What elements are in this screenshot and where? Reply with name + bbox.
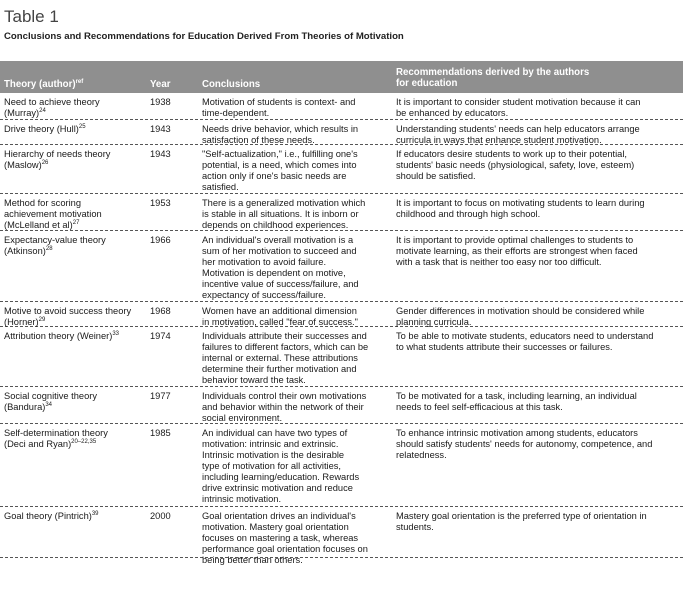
table-row xyxy=(0,120,683,145)
cell-year: 2000 xyxy=(150,511,171,521)
data-table xyxy=(0,61,683,565)
cell-theory: Goal theory (Pintrich)$^{39}$ xyxy=(4,510,99,521)
table-row xyxy=(0,145,683,194)
table-label: Table 1 xyxy=(4,7,59,26)
cell-recommendations: Understanding students' needs can help educators arrange curricula in ways that enhance student motivation. xyxy=(396,124,640,145)
cell-recommendations: To be motivated for a task, including learning, an individual needs to feel self-efficacious at this task. xyxy=(396,391,637,412)
table-row xyxy=(0,302,683,327)
cell-year: 1953 xyxy=(150,198,171,208)
cell-recommendations: To enhance intrinsic motivation among students, educators should satisfy students' needs for autonomy, competence, and relatedness. xyxy=(396,428,653,460)
reference-sup: 29 xyxy=(38,316,46,323)
reference-sup: 39 xyxy=(91,510,99,517)
table-row xyxy=(0,327,683,387)
cell-year: 1938 xyxy=(150,97,171,107)
cell-recommendations: Gender differences in motivation should be considered while planning curricula. xyxy=(396,306,645,327)
reference-sup: 27 xyxy=(72,219,80,226)
cell-theory: Hierarchy of needs theory (Maslow)$^{26}$ xyxy=(4,149,111,170)
table-row xyxy=(0,93,683,120)
reference-sup: 34 xyxy=(45,401,53,408)
header-conclusions: Conclusions xyxy=(202,79,261,90)
reference-sup: 26 xyxy=(41,159,49,166)
cell-recommendations: To be able to motivate students, educators need to understand to what students attribute their successes or failures. xyxy=(396,331,654,352)
cell-theory: Attribution theory (Weiner)$^{33}$ xyxy=(4,330,120,341)
reference-sup: 20–22,35 xyxy=(71,438,97,445)
cell-recommendations: Mastery goal orientation is the preferred type of orientation in students. xyxy=(396,511,647,532)
cell-year: 1977 xyxy=(150,391,171,401)
cell-conclusions: An individual can have two types of motivation: intrinsic and extrinsic. Intrinsic motivation is the desirable type of motivation for all activities, including learning/education. Rewards drive extrinsic motivation and reduce intrinsic motivation. xyxy=(202,428,360,504)
reference-sup: 25 xyxy=(78,123,86,130)
cell-theory: Drive theory (Hull)$^{25}$ xyxy=(4,123,86,134)
cell-conclusions: Individuals control their own motivations and behavior within the network of their social environment. xyxy=(202,391,367,423)
cell-conclusions: Goal orientation drives an individual's motivation. Mastery goal orientation focuses on mastering a task, whereas performance goal orientation focuses on being better than others. xyxy=(202,511,368,565)
table-row xyxy=(0,194,683,231)
cell-conclusions: Women have an additional dimension in motivation, called "fear of success." xyxy=(202,306,358,327)
table-row xyxy=(0,387,683,424)
cell-recommendations: If educators desire students to work up to their potential, students' basic needs (physiological, safety, love, esteem) should be satisfied. xyxy=(396,149,635,181)
cell-year: 1968 xyxy=(150,306,171,316)
cell-recommendations: It is important to consider student motivation because it can be enhanced by educators. xyxy=(396,97,641,118)
cell-year: 1974 xyxy=(150,331,171,341)
header-recommendations: Recommendations derived by the authors for education xyxy=(396,67,590,89)
cell-year: 1985 xyxy=(150,428,171,438)
cell-conclusions: Needs drive behavior, which results in satisfaction of these needs. xyxy=(202,124,359,145)
table-row xyxy=(0,424,683,507)
cell-year: 1966 xyxy=(150,235,171,245)
cell-theory: Motive to avoid success theory (Horner)$^{29}$ xyxy=(4,306,132,327)
cell-conclusions: An individual's overall motivation is a sum of her motivation to succeed and her motivation to avoid failure. Motivation is dependent on motive, incentive value of success/failure, and expectancy of success/failure. xyxy=(202,235,359,300)
reference-sup: 24 xyxy=(39,107,46,114)
cell-conclusions: Motivation of students is context- and time-dependent. xyxy=(202,97,356,118)
cell-theory: Self-determination theory (Deci and Ryan)$^{20-22,35}$ xyxy=(4,428,108,449)
cell-conclusions: "Self-actualization," i.e., fulfilling one's potential, is a need, which comes into action only if one's basic needs are satisfied. xyxy=(202,149,358,192)
header-theory-sup: ref xyxy=(75,78,84,85)
cell-year: 1943 xyxy=(150,149,171,159)
table-caption: Conclusions and Recommendations for Education Derived From Theories of Motivation xyxy=(4,31,404,42)
reference-sup: 28 xyxy=(45,245,53,252)
cell-year: 1943 xyxy=(150,124,171,134)
cell-theory: Method for scoring achievement motivation (McLelland et al)$^{27}$ xyxy=(4,198,102,230)
table-header xyxy=(0,61,683,93)
reference-sup: 33 xyxy=(112,330,120,337)
cell-conclusions: There is a generalized motivation which is stable in all situations. It is inborn or depends on childhood experiences. xyxy=(202,198,366,230)
header-theory: Theory (author)$^{ref}$ xyxy=(4,78,84,90)
table-row xyxy=(0,231,683,302)
table-body xyxy=(0,93,683,565)
header-year: Year xyxy=(150,79,171,90)
cell-recommendations: It is important to provide optimal challenges to students to motivate learning, as their efforts are strongest when faced with a task that is neither too easy nor too difficult. xyxy=(396,235,638,267)
cell-recommendations: It is important to focus on motivating students to learn during childhood and through high school. xyxy=(396,198,645,219)
table-row xyxy=(0,507,683,565)
cell-theory: Need to achieve theory (Murray)$^{24}$ xyxy=(4,97,100,118)
cell-theory: Social cognitive theory (Bandura)$^{34}$ xyxy=(4,391,98,412)
cell-theory: Expectancy-value theory (Atkinson)$^{28}$ xyxy=(4,235,106,256)
cell-conclusions: Individuals attribute their successes and failures to different factors, which can be internal or external. These attributions determine their further motivation and behavior toward the task. xyxy=(202,331,369,385)
